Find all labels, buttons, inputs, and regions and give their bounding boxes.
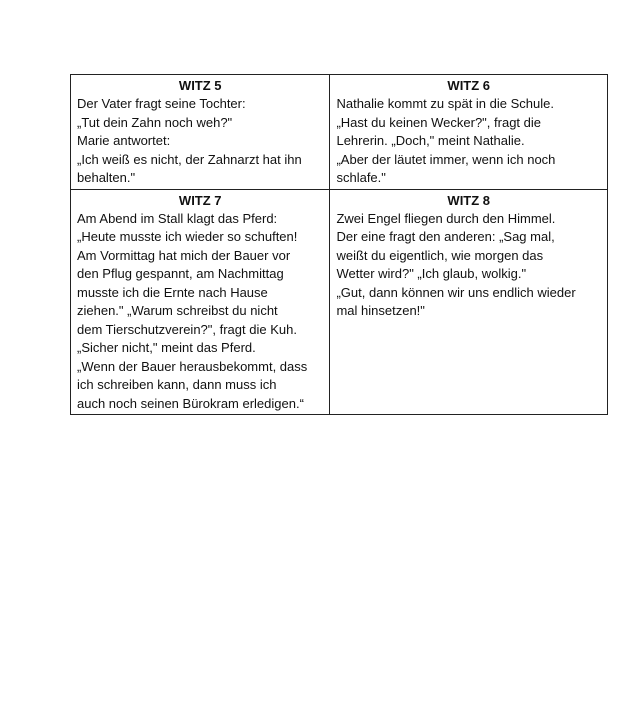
joke-line: „Ich weiß es nicht, der Zahnarzt hat ihn xyxy=(77,151,302,167)
joke-line: Der eine fragt den anderen: „Sag mal, xyxy=(336,229,555,244)
joke-line: „Wenn der Bauer herausbekommt, dass xyxy=(77,358,308,374)
joke-line: schlafe." xyxy=(336,170,386,185)
joke-line: auch noch seinen Bürokram erledigen.“ xyxy=(77,395,304,411)
joke-line: Am Vormittag hat mich der Bauer vor xyxy=(77,247,291,263)
joke-line: weißt du eigentlich, wie morgen das xyxy=(336,247,544,263)
joke-cell-8 xyxy=(330,189,608,415)
joke-line: ich schreiben kann, dann muss ich xyxy=(77,377,277,392)
joke-line: musste ich die Ernte nach Hause xyxy=(77,284,268,300)
joke-line: „Sicher nicht," meint das Pferd. xyxy=(77,340,256,355)
joke-title: WITZ 8 xyxy=(447,192,491,208)
joke-line: Zwei Engel fliegen durch den Himmel. xyxy=(336,210,556,226)
joke-line: behalten." xyxy=(77,170,136,185)
joke-line: Marie antwortet: xyxy=(77,133,171,148)
joke-cell-5 xyxy=(71,75,330,190)
joke-title: WITZ 7 xyxy=(178,192,222,208)
joke-line: „Hast du keinen Wecker?", fragt die xyxy=(336,114,541,130)
joke-line: mal hinsetzen!" xyxy=(336,303,425,318)
jokes-table xyxy=(70,74,608,415)
joke-line: ziehen." „Warum schreibst du nicht xyxy=(77,303,278,318)
joke-line: „Tut dein Zahn noch weh?" xyxy=(77,114,233,130)
table-row xyxy=(71,189,608,415)
joke-line: „Gut, dann können wir uns endlich wieder xyxy=(336,284,576,300)
joke-line: dem Tierschutzverein?", fragt die Kuh. xyxy=(77,321,297,337)
joke-line: „Aber der läutet immer, wenn ich noch xyxy=(336,151,556,167)
table-row xyxy=(71,75,608,190)
joke-cell-6 xyxy=(330,75,608,190)
joke-line: den Pflug gespannt, am Nachmittag xyxy=(77,266,284,281)
joke-line: Der Vater fragt seine Tochter: xyxy=(77,96,246,111)
joke-line: Am Abend im Stall klagt das Pferd: xyxy=(77,210,278,226)
joke-line: „Heute musste ich wieder so schuften! xyxy=(77,229,298,244)
joke-cell-7 xyxy=(71,189,330,415)
joke-line: Nathalie kommt zu spät in die Schule. xyxy=(336,96,554,111)
joke-line: Wetter wird?" „Ich glaub, wolkig." xyxy=(336,266,527,281)
joke-line: Lehrerin. „Doch," meint Nathalie. xyxy=(336,133,525,148)
joke-title: WITZ 5 xyxy=(178,78,222,93)
joke-title: WITZ 6 xyxy=(447,78,491,93)
